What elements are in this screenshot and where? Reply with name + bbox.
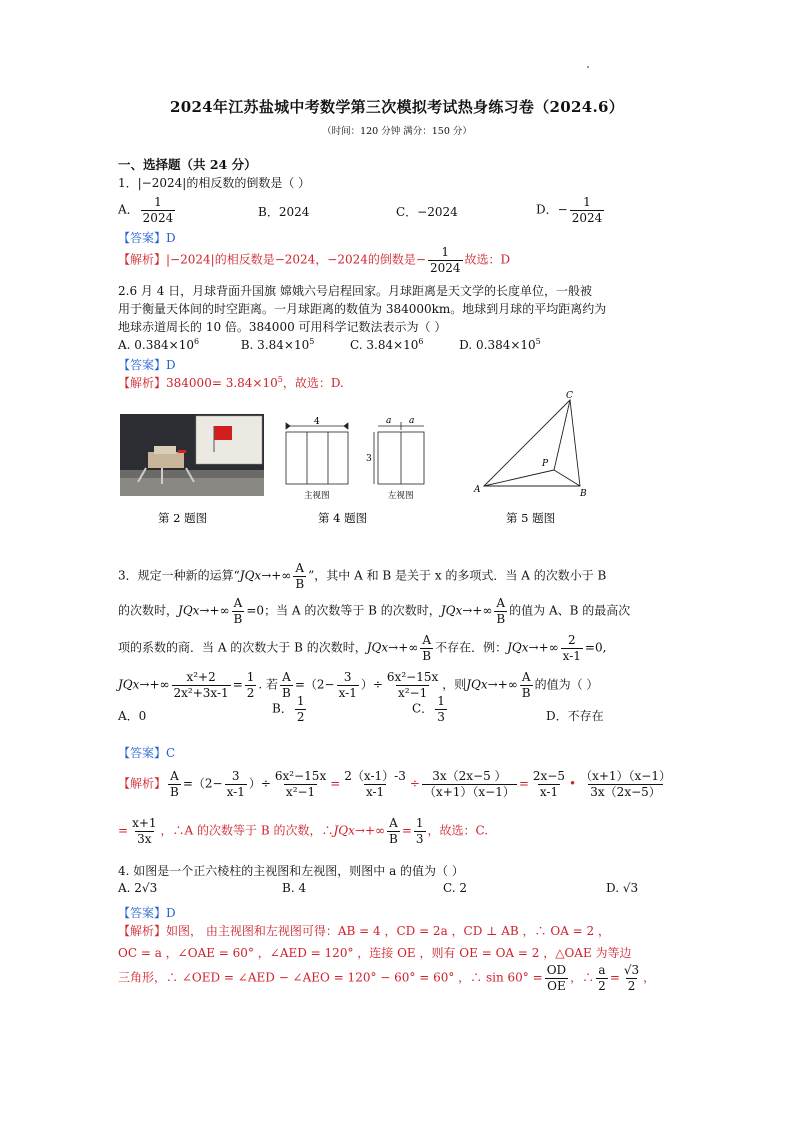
eq-sign: =: [401, 823, 412, 838]
q1-d-num: 1: [583, 195, 591, 209]
q1-analysis-den: 2024: [429, 260, 461, 275]
frac-den: 3x（2x−5）: [590, 784, 661, 799]
q2-option-a: [118, 338, 199, 352]
q3-an-3-frac: [225, 770, 247, 798]
q3-line2: [118, 597, 630, 625]
scan-dot: [587, 66, 589, 68]
q4-an3-frac3: [622, 964, 641, 992]
q4-option-c: C. 2: [443, 881, 468, 895]
q2-d-text: D. 0.384×10: [459, 338, 536, 352]
frac-b: B: [282, 685, 291, 700]
frac-num: x²+2: [186, 670, 216, 684]
q2-answer-value: D: [166, 358, 176, 372]
div-sign: ÷: [409, 776, 420, 791]
q2-analysis: [118, 374, 344, 391]
q3-an2-post: ，故选：C.: [427, 823, 489, 838]
frac-b: B: [233, 611, 243, 626]
q4-option-a: A. 2√3: [118, 881, 158, 895]
div-text: ）÷: [248, 776, 271, 791]
q3-c-frac: [435, 695, 447, 723]
q3-3-frac: [337, 671, 359, 699]
q3-operator: JQx→+∞: [507, 640, 559, 655]
q2-a-text: A. 0.384×10: [118, 338, 194, 352]
q3-ab-frac: [232, 597, 245, 625]
frac-den: 2: [296, 709, 305, 724]
frac-den: 3: [415, 831, 424, 846]
q3-analysis-line1: [118, 770, 675, 798]
frac-b: B: [170, 784, 179, 799]
q3-l1-post: ”，其中 A 和 B 是关于 x 的多项式．当 A 的次数小于 B: [308, 568, 607, 583]
frac-den: 3x: [137, 831, 152, 846]
q4-an3-frac1: [545, 964, 568, 992]
frac-num: OD: [546, 963, 567, 977]
q2-c-exp: 6: [418, 337, 424, 346]
q3-an2-result-frac: [414, 817, 426, 845]
q3-an-frac4: [578, 770, 673, 798]
q4-answer: [118, 904, 176, 921]
q1-option-d: [536, 196, 606, 224]
fig4-caption: 第 4 题图: [318, 511, 368, 525]
frac-den: x-1: [226, 784, 245, 799]
analysis-tag: 【解析】: [118, 776, 167, 791]
dim-3-label: 3: [366, 454, 372, 464]
q1-a-num: 1: [154, 195, 162, 209]
side-view-label: 左视图: [388, 491, 414, 501]
q2-option-d: [459, 338, 541, 352]
frac-num: a: [598, 963, 606, 977]
dim-a1-label: a: [386, 416, 392, 426]
q1-stem: 1．|−2024|的相反数的倒数是（ ）: [118, 176, 311, 190]
answer-tag: 【答案】: [118, 231, 167, 245]
q2-answer: [118, 356, 176, 373]
frac-num: 2（x-1）-3: [344, 769, 406, 783]
q3-b-frac: [295, 695, 307, 723]
frac-num: 1: [437, 694, 445, 708]
frac-a: A: [295, 561, 305, 575]
q3-option-c: [412, 695, 449, 723]
fig2-caption: 第 2 题图: [158, 511, 208, 525]
point-a-label: A: [474, 485, 481, 495]
q1-analysis-text: |−2024|的相反数是−2024，−2024的倒数是−: [166, 252, 426, 267]
q3-example-frac: [561, 634, 583, 662]
q1-a-den: 2024: [142, 210, 174, 225]
q3-answer-value: C: [166, 746, 176, 760]
q1-a-label: A．: [118, 202, 139, 217]
q3-an-frac3: [531, 770, 567, 798]
q3-l4-eq2: =（2−: [294, 677, 335, 692]
q3-line1: [118, 562, 606, 590]
frac-den: x-1: [365, 784, 385, 799]
q3-option-a: A．0: [118, 709, 147, 723]
analysis-tag: 【解析】: [118, 376, 167, 390]
q3-option-b: [272, 695, 308, 723]
frac-a: A: [389, 816, 398, 830]
q3-l4-frac: [172, 671, 231, 699]
q1-analysis-post: 故选：D: [464, 252, 511, 267]
point-b-label: B: [580, 489, 587, 499]
frac-num: 3: [343, 670, 352, 684]
frac-b: B: [496, 611, 506, 626]
q3-operator: JQx→+∞: [239, 568, 292, 583]
frac-num: 2: [567, 633, 576, 647]
q1-a-frac: [141, 196, 176, 224]
q3-operator: JQx→+∞: [440, 603, 493, 618]
frac-a: A: [233, 596, 243, 610]
frac-b: B: [422, 648, 432, 663]
fig5-caption: 第 5 题图: [506, 511, 556, 525]
q2-line1: 2.6 月 4 日，月球背面升国旗 嫦娥六号启程回家。月球距离是天文学的长度单位，一般被: [118, 284, 592, 298]
q3-answer: [118, 744, 175, 761]
q3-l3-post: =0,: [584, 640, 607, 655]
q4-option-d: D. √3: [606, 881, 639, 895]
q1-analysis: [118, 246, 510, 274]
q2-analysis-text: 384000= 3.84×10: [166, 376, 278, 390]
frac-den: 3: [437, 709, 445, 724]
q4-analysis-line1: [118, 922, 610, 939]
q1-answer-value: D: [166, 231, 176, 245]
q3-an-frac2: [422, 770, 517, 798]
frac-b: B: [389, 831, 398, 846]
frac-num: 6x²−15x: [274, 769, 327, 783]
q3-ab-frac: [520, 671, 533, 699]
q3-line3: [118, 634, 606, 662]
q3-b-label: B．: [272, 701, 293, 716]
q3-ab-frac: [293, 562, 306, 590]
answer-tag: 【答案】: [118, 746, 167, 760]
eq-sign: =: [609, 970, 620, 985]
q4-an1-text: 如图， 由主视图和左视图可得：AB = 4 ，CD = 2a ，CD ⊥ AB ，∴ OA = 2 ，: [166, 924, 611, 938]
front-view-diagram: [286, 422, 424, 484]
q3-operator: JQx→+∞: [118, 677, 170, 692]
q2-option-c: [350, 338, 424, 352]
q3-l4-mid: . 若: [258, 677, 279, 692]
q4-an3-post: ，: [643, 970, 656, 985]
frac-num: x+1: [132, 816, 157, 830]
frac-a: A: [170, 769, 179, 783]
q3-ab-frac: [420, 634, 433, 662]
frac-den: x-1: [562, 648, 581, 663]
eq-sign: =: [330, 776, 341, 791]
q2-line2: 用于衡量天体间的时空距离。一月球距离的数值为 384000km。地球到月球的平均距离约为: [118, 302, 607, 316]
q1-analysis-frac: [428, 246, 463, 274]
q3-operator: JQx→+∞: [333, 823, 385, 838]
front-view-label: 主视图: [304, 491, 330, 501]
moon-lander-photo: [120, 414, 264, 496]
q3-an2-frac: [130, 817, 158, 845]
frac-den: 2: [627, 978, 636, 993]
frac-num: 1: [296, 694, 305, 708]
q3-half-frac: [245, 671, 257, 699]
q2-d-exp: 5: [535, 337, 541, 346]
frac-den: x-1: [338, 685, 357, 700]
q1-d-label: D．−: [536, 202, 568, 217]
q4-an3-frac2: [596, 964, 608, 992]
q3-l2-mid: =0；当 A 的次数等于 B 的次数时，: [246, 603, 441, 618]
frac-num: 3: [231, 769, 240, 783]
q2-analysis-post: ，故选：D.: [282, 376, 344, 390]
frac-a: A: [521, 670, 531, 684]
q3-ab-frac: [387, 817, 400, 845]
frac-den: OE: [547, 978, 566, 993]
frac-num: 6x²−15x: [386, 670, 439, 684]
frac-num: 1: [415, 816, 424, 830]
q1-d-frac: [570, 196, 605, 224]
q2-options: [118, 337, 541, 352]
q3-operator: JQx→+∞: [466, 677, 518, 692]
triangle-diagram: [484, 400, 580, 486]
frac-den: 2: [246, 685, 255, 700]
q1-analysis-num: 1: [441, 245, 450, 259]
q2-b-exp: 5: [309, 337, 315, 346]
point-c-label: C: [566, 391, 573, 401]
figures-row: [118, 390, 678, 530]
analysis-tag: 【解析】: [118, 924, 167, 938]
frac-num: √3: [623, 963, 640, 977]
q3-c-label: C．: [412, 701, 434, 716]
q1-answer: [118, 229, 176, 246]
frac-b: B: [295, 576, 305, 591]
frac-a: A: [282, 670, 291, 684]
frac-den: 2: [598, 978, 606, 993]
q3-analysis-line2: [118, 817, 488, 845]
q4-analysis-line3: [118, 964, 655, 992]
q3-an-6x-frac: [273, 770, 328, 798]
q1-d-den: 2024: [571, 210, 603, 225]
q3-an2-mid: ，∴A 的次数等于 B 的次数，∴: [160, 823, 334, 838]
eq-sign: =: [118, 823, 129, 838]
eq-text: =（2−: [182, 776, 223, 791]
q4-an3-pre: 三角形，∴ ∠OED = ∠AED − ∠AEO = 120° − 60° = 60° ，∴ sin 60° =: [118, 970, 543, 985]
q2-option-b: [241, 338, 315, 352]
point-p-label: P: [542, 459, 549, 469]
q3-operator: JQx→+∞: [178, 603, 230, 618]
frac-den: x²−1: [397, 685, 428, 700]
q3-l3-pre: 项的系数的商．当 A 的次数大于 B 的次数时，: [118, 640, 367, 655]
q3-l4-end: 的值为（ ）: [534, 677, 599, 692]
q3-option-d: D．不存在: [546, 709, 604, 723]
q3-an-frac1: [342, 770, 408, 798]
frac-num: （x+1）（x−1）: [580, 769, 671, 783]
q3-l3-mid: 不存在．例：: [435, 640, 508, 655]
q3-l4-post: ，则: [442, 677, 467, 692]
q2-line3: 地球赤道周长的 10 倍。384000 可用科学记数法表示为（ ）: [118, 320, 447, 334]
q3-l1-pre: 3．规定一种新的运算“: [118, 568, 240, 583]
dim-a2-label: a: [409, 416, 415, 426]
q2-a-exp: 6: [193, 337, 200, 346]
frac-den: （x+1）（x−1）: [423, 784, 515, 799]
q3-l2-post: 的值为 A、B 的最高次: [509, 603, 631, 618]
answer-tag: 【答案】: [118, 358, 167, 372]
q4-answer-value: D: [166, 906, 176, 920]
frac-den: x-1: [539, 784, 559, 799]
frac-b: B: [521, 685, 531, 700]
q2-c-text: C. 3.84×10: [349, 338, 419, 352]
q1-option-b: B．2024: [258, 205, 310, 219]
frac-den: 2x²+3x-1: [173, 685, 229, 700]
q4-stem: 4. 如图是一个正六棱柱的主视图和左视图，则图中 a 的值为（ ）: [118, 864, 464, 878]
frac-den: x²−1: [285, 784, 316, 799]
eq-sign: =: [518, 776, 529, 791]
page-title: 2024年江苏盐城中考数学第三次模拟考试热身练习卷（2024.6）: [169, 98, 625, 116]
q3-operator: JQx→+∞: [366, 640, 419, 655]
q3-l2-pre: 的次数时，: [118, 603, 179, 618]
q2-analysis-exp: 5: [277, 375, 283, 384]
q3-l4-div: ）÷: [360, 677, 383, 692]
analysis-tag: 【解析】: [118, 252, 167, 267]
q4-analysis-line2: OC = a ，∠OAE = 60° ，∠AED = 120° ，连接 OE ，则有 OE = OA = 2 ，△OAE 为等边: [118, 946, 632, 960]
frac-num: 3x（2x−5 ）: [432, 769, 507, 783]
frac-a: A: [422, 633, 432, 647]
q4-an3-mid: ，∴: [570, 970, 595, 985]
q3-line4: [118, 671, 598, 699]
dim-4-label: 4: [314, 417, 320, 427]
answer-tag: 【答案】: [118, 906, 167, 920]
frac-num: 1: [246, 670, 255, 684]
q1-option-c: C．−2024: [396, 205, 458, 219]
page-subtitle: （时间：120 分钟 满分：150 分）: [322, 126, 472, 137]
eq-sign: =: [232, 677, 243, 692]
dot-sign: •: [569, 776, 577, 791]
frac-a: A: [496, 596, 506, 610]
frac-num: 2x−5: [532, 769, 565, 783]
q3-ab-frac: [168, 770, 181, 798]
q1-option-a: [118, 196, 177, 224]
q2-b-text: B. 3.84×10: [240, 338, 310, 352]
q4-option-b: B. 4: [282, 881, 307, 895]
section-heading: 一、选择题（共 24 分）: [118, 157, 257, 172]
q3-ab-frac: [494, 597, 507, 625]
